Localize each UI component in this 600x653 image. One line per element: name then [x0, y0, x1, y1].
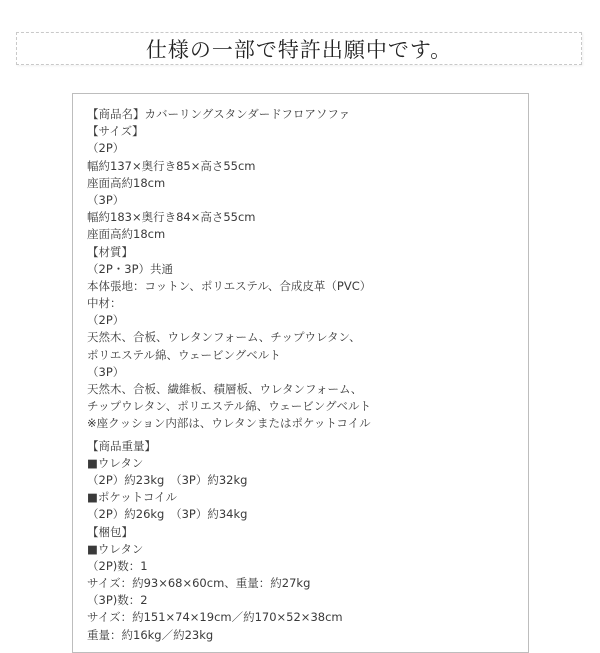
spec-line: ■ウレタン	[87, 455, 144, 470]
spec-line-product-name: 【商品名】カバーリングスタンダードフロアソファ	[87, 107, 351, 121]
spec-line: （2P）	[87, 141, 125, 156]
banner-title: 仕様の一部で特許出願中です。	[145, 37, 453, 62]
spec-line: 座面高約18cm	[87, 175, 166, 190]
spec-line: （2P）	[87, 313, 125, 328]
spec-line-note: ※座クッション内部は、ウレタンまたはポケットコイル	[87, 416, 371, 431]
spec-line: チップウレタン、ポリエステル綿、ウェービングベルト	[87, 399, 372, 414]
spec-line-packing-heading: 【梱包】	[87, 524, 133, 539]
spec-line-weight-heading: 【商品重量】	[87, 438, 156, 453]
spec-line: （2P）約26kg （3P）約34kg	[87, 507, 248, 522]
spec-line: ■ウレタン	[87, 541, 144, 556]
spec-line: ■ポケットコイル	[87, 490, 177, 505]
spec-line: （2P)数：1	[87, 558, 148, 573]
spec-line: 座面高約18cm	[87, 227, 166, 242]
spec-box	[72, 93, 529, 653]
spec-line: ポリエステル綿、ウェービングベルト	[87, 347, 281, 362]
spec-line-size-heading: 【サイズ】	[87, 124, 144, 139]
spec-line: 重量：約16kg／約23kg	[87, 627, 214, 642]
spec-line: サイズ：約151×74×19cm／約170×52×38cm	[87, 610, 343, 625]
spec-list	[87, 106, 371, 644]
spec-line: （3P）	[87, 192, 125, 207]
spec-line: 幅約183×奥行き84×高さ55cm	[87, 210, 256, 225]
spec-line: （2P）約23kg （3P）約32kg	[87, 472, 248, 487]
spec-line: 天然木、合板、繊維板、積層板、ウレタンフォーム、	[87, 382, 363, 396]
spec-line: （3P）	[87, 364, 125, 379]
spec-line: 中材：	[87, 296, 122, 311]
spec-line: （3P)数：2	[87, 593, 148, 608]
spec-line-material-heading: 【材質】	[87, 244, 133, 259]
spec-line: サイズ：約93×68×60cm、重量：約27kg	[87, 576, 311, 591]
spec-line: 幅約137×奥行き85×高さ55cm	[87, 158, 256, 173]
section-banner	[16, 32, 582, 65]
spec-line: 天然木、合板、ウレタンフォーム、チップウレタン、	[87, 330, 361, 345]
spec-line: 本体張地：コットン、ポリエステル、合成皮革（PVC）	[87, 278, 372, 293]
spec-line: （2P・3P）共通	[87, 261, 174, 276]
